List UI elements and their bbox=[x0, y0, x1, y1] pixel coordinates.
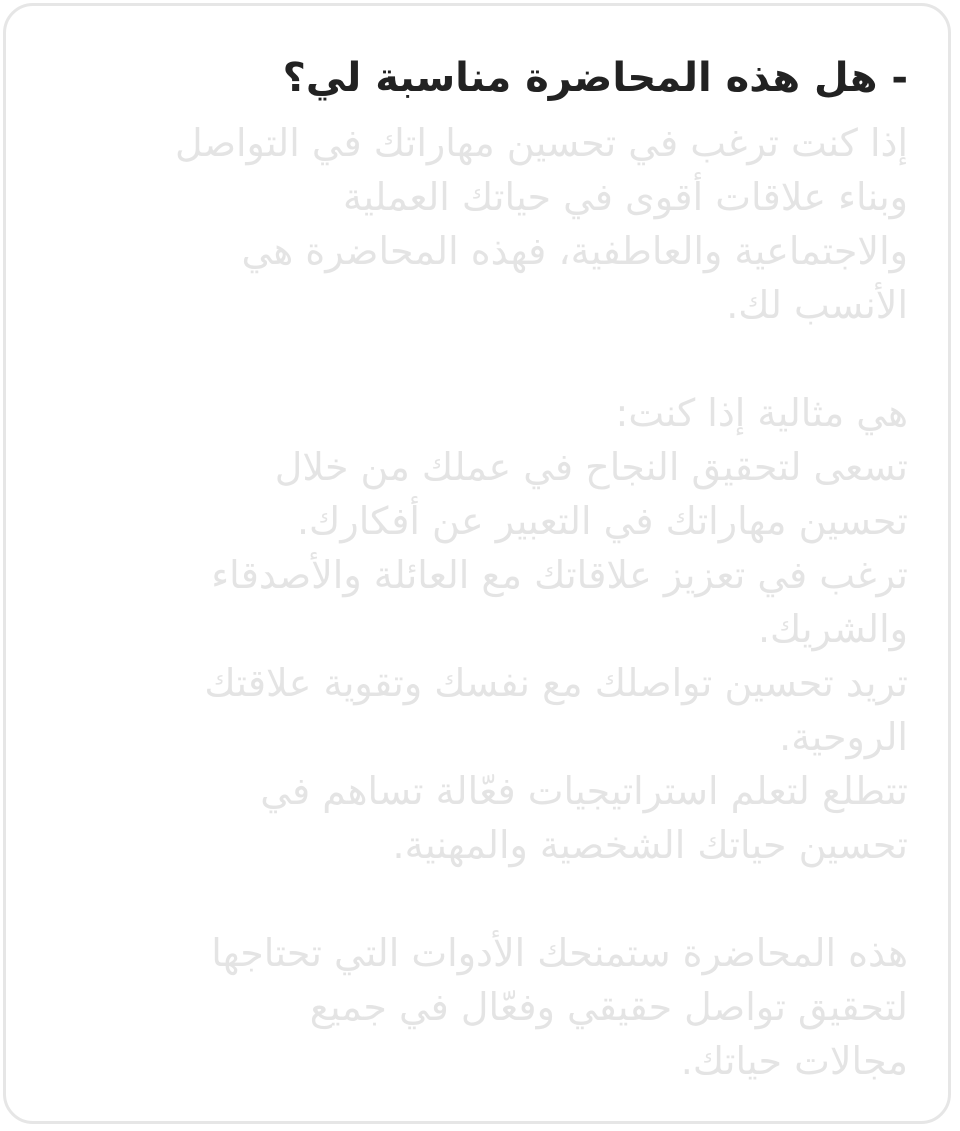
text-line: مجالات حياتك. bbox=[680, 1039, 908, 1083]
section-heading: - هل هذه المحاضرة مناسبة لي؟ bbox=[282, 55, 908, 101]
text-line: تحسين حياتك الشخصية والمهنية. bbox=[392, 823, 908, 867]
closing-paragraph bbox=[36, 926, 908, 1088]
text-line: وبناء علاقات أقوى في حياتك العملية bbox=[342, 175, 908, 219]
text-line: الروحية. bbox=[779, 715, 908, 759]
paragraph-gap bbox=[36, 332, 908, 386]
paragraph-gap bbox=[36, 872, 908, 926]
text-line: والاجتماعية والعاطفية، فهذه المحاضرة هي bbox=[241, 229, 908, 273]
text-line: تسعى لتحقيق النجاح في عملك من خلال bbox=[274, 445, 908, 489]
ideal-for-paragraph bbox=[36, 386, 908, 872]
card-content bbox=[36, 46, 908, 1088]
text-line: هي مثالية إذا كنت: bbox=[615, 391, 908, 435]
text-line: ترغب في تعزيز علاقاتك مع العائلة والأصدقاء bbox=[211, 553, 908, 597]
text-line: إذا كنت ترغب في تحسين مهاراتك في التواصل bbox=[174, 121, 908, 165]
text-line: والشريك. bbox=[757, 607, 908, 651]
info-card bbox=[3, 3, 951, 1124]
section-body bbox=[36, 116, 908, 1088]
text-line: تريد تحسين تواصلك مع نفسك وتقوية علاقتك bbox=[204, 661, 908, 705]
text-line: هذه المحاضرة ستمنحك الأدوات التي تحتاجها bbox=[211, 931, 908, 975]
text-line: تتطلع لتعلم استراتيجيات فعّالة تساهم في bbox=[260, 769, 908, 813]
text-line: تحسين مهاراتك في التعبير عن أفكارك. bbox=[296, 499, 908, 543]
text-line: الأنسب لك. bbox=[726, 283, 908, 327]
text-line: لتحقيق تواصل حقيقي وفعّال في جميع bbox=[309, 985, 908, 1029]
intro-paragraph bbox=[36, 116, 908, 332]
